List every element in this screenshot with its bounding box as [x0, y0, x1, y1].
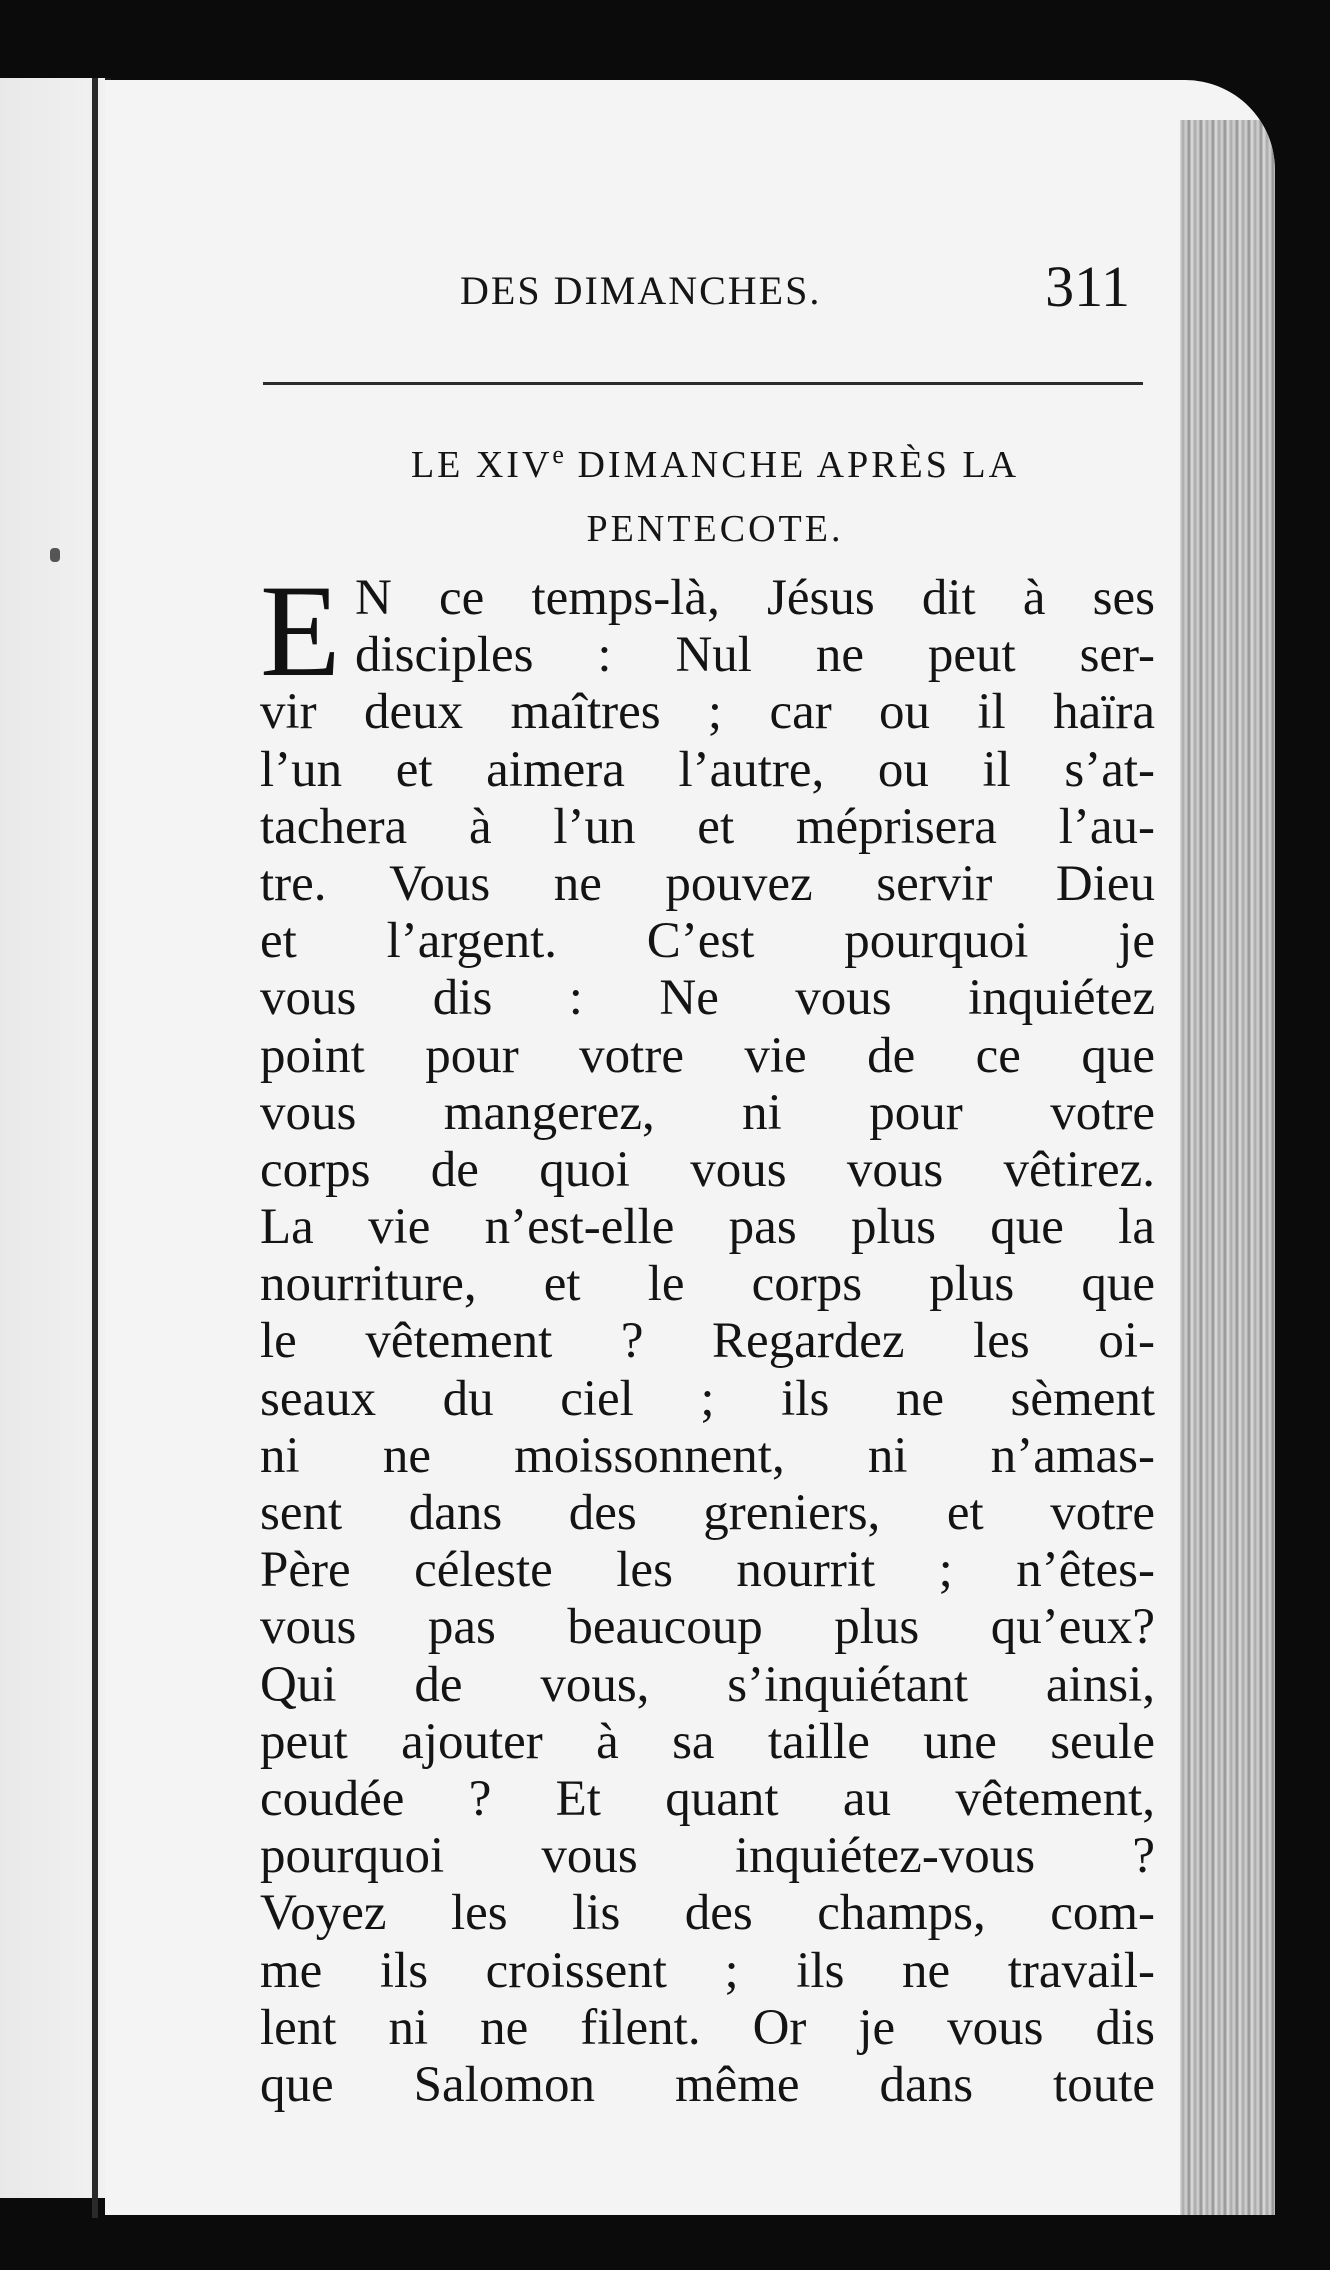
heading-line-1-end: DIMANCHE APRÈS LA — [564, 444, 1020, 486]
heading-superscript: e — [552, 440, 565, 469]
page-fore-edge — [1180, 120, 1275, 2215]
margin-mark — [50, 548, 60, 562]
section-heading — [285, 435, 1145, 559]
text-line: seaux du ciel ; ils ne sèment — [260, 1370, 1155, 1427]
heading-line-1 — [285, 435, 1145, 499]
text-line: disciples : Nul ne peut ser- — [355, 627, 1155, 684]
text-line: tachera à l’un et méprisera l’au- — [260, 798, 1155, 855]
running-head-title: DES DIMANCHES. — [460, 268, 822, 313]
text-line: nourriture, et le corps plus que — [260, 1256, 1155, 1313]
text-line: N ce temps-là, Jésus dit à ses — [355, 570, 1155, 626]
body-text — [260, 557, 1155, 2114]
book-gutter — [92, 78, 98, 2218]
text-line: peut ajouter à sa taille une seule — [260, 1713, 1155, 1770]
text-line: que Salomon même dans toute — [260, 2056, 1155, 2113]
heading-line-1-start: LE XIV — [410, 444, 553, 486]
text-line: Père céleste les nourrit ; n’êtes- — [260, 1542, 1155, 1599]
text-line: ni ne moissonnent, ni n’amas- — [260, 1427, 1155, 1484]
text-line: vous dis : Ne vous inquiétez — [260, 970, 1155, 1027]
text-line: l’un et aimera l’autre, ou il s’at- — [260, 741, 1155, 798]
text-line: et l’argent. C’est pourquoi je — [260, 913, 1155, 970]
running-head — [460, 245, 1160, 335]
text-line: vous pas beaucoup plus qu’eux? — [260, 1599, 1155, 1656]
text-line: vir deux maîtres ; car ou il haïra — [260, 684, 1155, 741]
text-line: lent ni ne filent. Or je vous dis — [260, 1999, 1155, 2056]
text-line: me ils croissent ; ils ne travail- — [260, 1942, 1155, 1999]
text-line: Voyez les lis des champs, com- — [260, 1885, 1155, 1942]
text-line: point pour votre vie de ce que — [260, 1027, 1155, 1084]
page-number: 311 — [1045, 254, 1130, 319]
text-line: tre. Vous ne pouvez servir Dieu — [260, 855, 1155, 912]
text-line: coudée ? Et quant au vêtement, — [260, 1770, 1155, 1827]
text-line: corps de quoi vous vous vêtirez. — [260, 1141, 1155, 1198]
heading-line-2: PENTECOTE. — [586, 508, 844, 550]
text-line: pourquoi vous inquiétez-vous ? — [260, 1828, 1155, 1885]
text-line: le vêtement ? Regardez les oi- — [260, 1313, 1155, 1370]
drop-cap: E — [260, 557, 341, 704]
header-rule — [263, 382, 1143, 385]
text-line: Qui de vous, s’inquiétant ainsi, — [260, 1656, 1155, 1713]
book-page — [105, 80, 1275, 2215]
text-line: La vie n’est-elle pas plus que la — [260, 1199, 1155, 1256]
text-line: sent dans des greniers, et votre — [260, 1485, 1155, 1541]
text-line: vous mangerez, ni pour votre — [260, 1084, 1155, 1141]
